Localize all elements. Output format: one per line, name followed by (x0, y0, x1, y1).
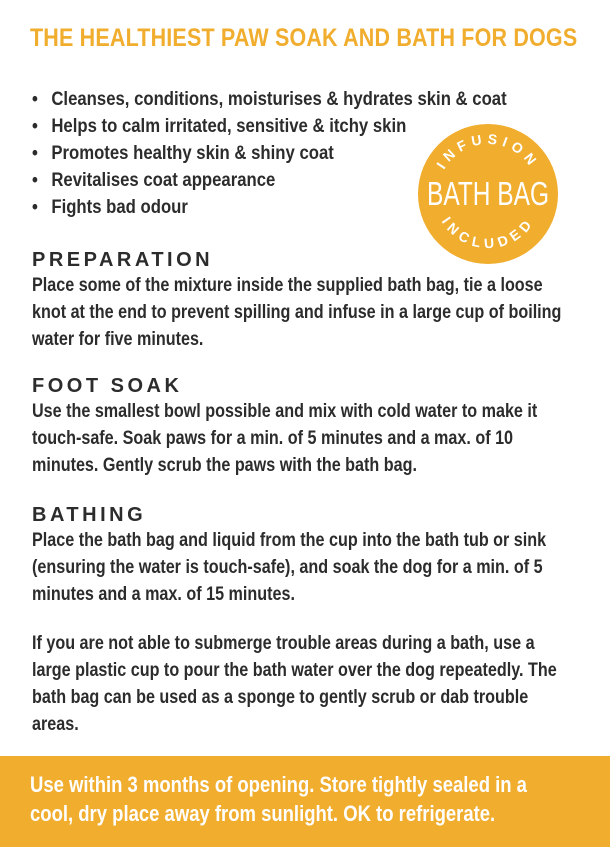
badge-main-text: BATH BAG (427, 175, 549, 212)
storage-footer (0, 756, 610, 847)
preparation-text: Place some of the mixture inside the supplied bath bag, tie a loose knot at the end to prevent spilling and infuse in a large cup of boiling water for five minutes. (32, 275, 562, 350)
bath-bag-badge (418, 124, 558, 264)
bathing-extra-section (32, 630, 592, 738)
page-title: THE HEALTHIEST PAW SOAK AND BATH FOR DOGS (30, 24, 578, 52)
badge-top-arc: INFUSION (433, 130, 543, 172)
preparation-section (32, 248, 592, 353)
foot-soak-text: Use the smallest bowl possible and mix with cold water to make it touch-safe. Soak paws for a min. of 5 minutes and a max. of 10 minutes. Gently scrub the paws with the bath bag. (32, 401, 538, 476)
bathing-section (32, 503, 592, 608)
benefit-item: • Fights bad odour (32, 194, 507, 221)
preparation-heading: PREPARATION (32, 249, 214, 271)
storage-text: Use within 3 months of opening. Store tightly sealed in a cool, dry place away from sunlight. OK to refrigerate. (30, 772, 527, 826)
bathing-text: Place the bath bag and liquid from the cup into the bath tub or sink (ensuring the water is touch-safe), and soak the dog for a min. of 5 minutes and a max. of 15 minutes. (32, 530, 547, 605)
foot-soak-heading: FOOT SOAK (32, 375, 183, 397)
benefit-item: • Helps to calm irritated, sensitive & itchy skin (32, 113, 507, 140)
benefit-item: • Promotes healthy skin & shiny coat (32, 140, 507, 167)
bathing-extra-text: If you are not able to submerge trouble areas during a bath, use a large plastic cup to pour the bath water over the dog repeatedly. The bath bag can be used as a sponge to gently scrub or dab trouble areas. (32, 633, 557, 735)
badge-graphic (418, 124, 558, 264)
benefit-item: • Revitalises coat appearance (32, 167, 507, 194)
foot-soak-section (32, 374, 592, 479)
bathing-heading: BATHING (32, 504, 147, 526)
benefit-item: • Cleanses, conditions, moisturises & hydrates skin & coat (32, 86, 507, 113)
badge-bottom-arc: INCLUDED (438, 213, 538, 252)
